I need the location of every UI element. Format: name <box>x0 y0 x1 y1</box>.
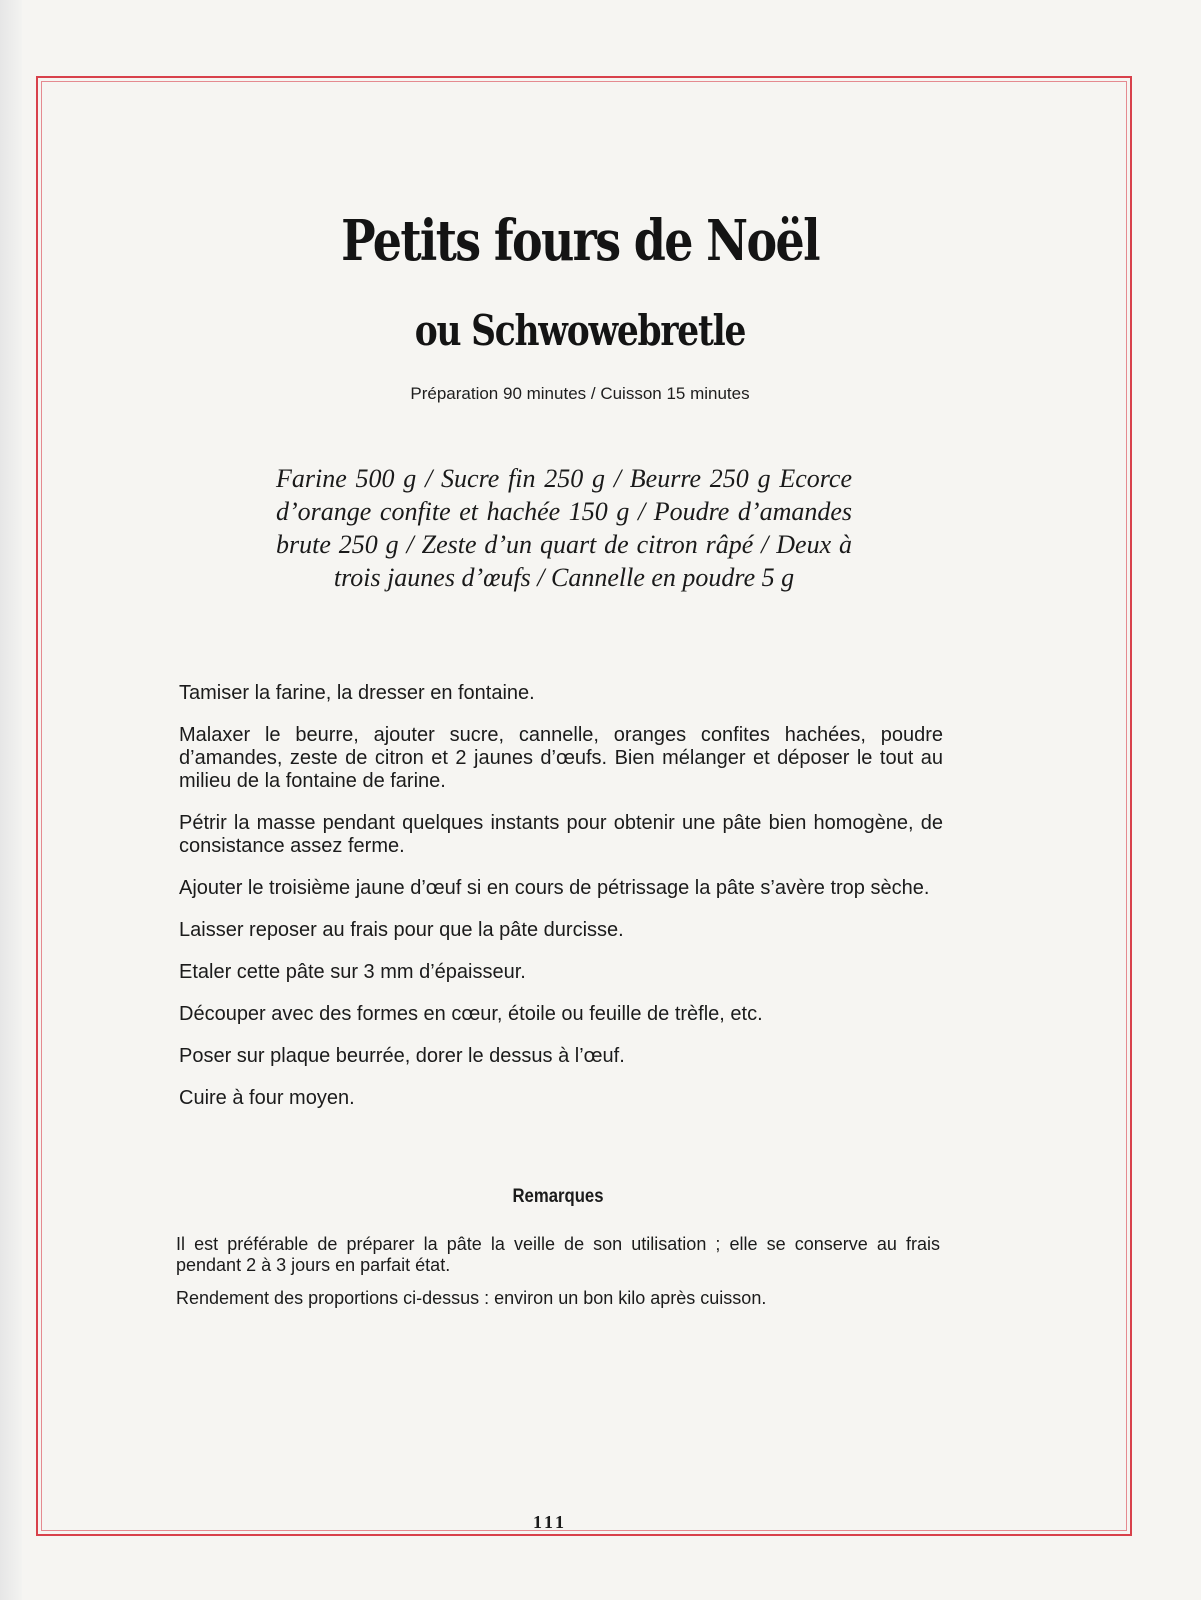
recipe-subtitle: ou Schwowebretle <box>414 306 746 355</box>
remarks-heading: Remarques <box>512 1186 604 1207</box>
ingredients-list: Farine 500 g / Sucre fin 250 g / Beurre 250 g Ecorce d’orange confite et hachée 150 g / Poudre d’amandes brute 250 g / Zeste d’un quart de citron râpé / Deux à trois jaunes d’œufs / Cannelle en poudre 5 g <box>276 464 852 592</box>
instruction-step: Pétrir la masse pendant quelques instants pour obtenir une pâte bien homogène, de consistance assez ferme. <box>179 812 943 857</box>
instruction-step: Malaxer le beurre, ajouter sucre, cannelle, oranges confites hachées, poudre d’amandes, zeste de citron et 2 jaunes d’œufs. Bien mélanger et déposer le tout au milieu de la fontaine de farine. <box>179 724 943 792</box>
page-edge <box>0 0 22 1600</box>
recipe-title: Petits fours de Noël <box>341 208 819 274</box>
instruction-step: Ajouter le troisième jaune d’œuf si en cours de pétrissage la pâte s’avère trop sèche. <box>179 877 930 899</box>
remark-item: Rendement des proportions ci-dessus : environ un bon kilo après cuisson. <box>176 1288 767 1308</box>
instruction-step: Laisser reposer au frais pour que la pâte durcisse. <box>179 919 624 941</box>
instruction-step: Etaler cette pâte sur 3 mm d’épaisseur. <box>179 961 526 983</box>
instruction-step: Tamiser la farine, la dresser en fontaine. <box>179 682 535 704</box>
preparation-time: Préparation 90 minutes / Cuisson 15 minutes <box>410 384 750 403</box>
instruction-step: Cuire à four moyen. <box>179 1087 355 1109</box>
instruction-step: Découper avec des formes en cœur, étoile ou feuille de trèfle, etc. <box>179 1003 763 1025</box>
instructions <box>179 682 943 1129</box>
remarks <box>176 1234 940 1321</box>
remark-item: Il est préférable de préparer la pâte la veille de son utilisation ; elle se conserve au frais pendant 2 à 3 jours en parfait état. <box>176 1234 940 1275</box>
instruction-step: Poser sur plaque beurrée, dorer le dessus à l’œuf. <box>179 1045 625 1067</box>
page-number: 111 <box>532 1512 567 1532</box>
